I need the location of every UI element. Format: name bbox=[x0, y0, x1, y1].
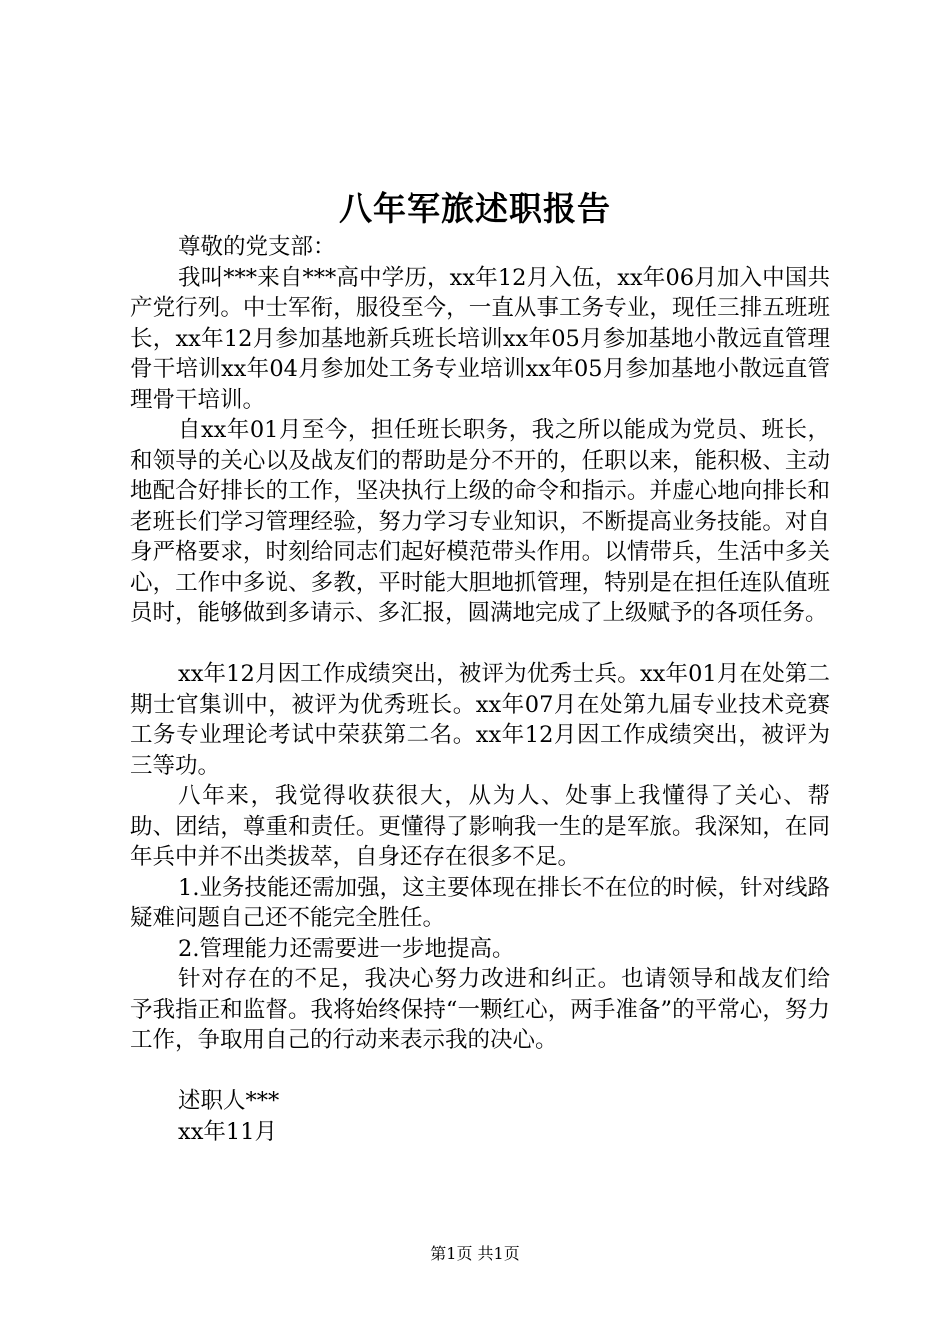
salutation: 尊敬的党支部： bbox=[178, 234, 336, 260]
page-number: 第1页 共1页 bbox=[430, 1244, 520, 1263]
paragraph-gap bbox=[130, 629, 830, 660]
document-title: 八年军旅述职报告 bbox=[339, 189, 611, 228]
paragraph-duties: 自xx年01月至今，担任班长职务，我之所以能成为党员、班长，和领导的关心以及战友们的帮助是分不开的，任职以来，能积极、主动地配合好排长的工作，坚决执行上级的命令和指示。并虚心地向排长和老班长们学习管理经验，努力学习专业知识，不断提高业务技能。对自身严格要求，时刻给同志们起好模范带头作用。以情带兵，生活中多关心，工作中多说、多教，平时能大胆地抓管理，特别是在担任连队值班员时，能够做到多请示、多汇报，圆满地完成了上级赋予的各项任务。 bbox=[130, 417, 830, 626]
paragraph-gap bbox=[130, 1056, 830, 1087]
paragraph-awards: xx年12月因工作成绩突出，被评为优秀士兵。xx年01月在处第二期士官集训中，被评为优秀班长。xx年07月在处第九届专业技术竞赛工务专业理论考试中荣获第二名。xx年12月因工作成绩突出，被评为三等功。 bbox=[130, 661, 830, 779]
signature: 述职人*** bbox=[178, 1088, 280, 1114]
list-item-2: 2.管理能力还需要进一步地提高。 bbox=[178, 935, 515, 962]
list-item-1: 1.业务技能还需加强，这主要体现在排长不在位的时候，针对线路疑难问题自己还不能完全胜任。 bbox=[130, 874, 830, 931]
signature-date: xx年11月 bbox=[178, 1118, 278, 1145]
paragraph-intro: 我叫***来自***高中学历，xx年12月入伍，xx年06月加入中国共产党行列。中士军衔，服役至今，一直从事工务专业，现任三排五班班长，xx年12月参加基地新兵班长培训xx年05月参加基地小散远直管理骨干培训xx年04月参加处工务专业培训xx年05月参加基地小散远直管理骨干培训。 bbox=[130, 264, 830, 413]
paragraph-reflection: 八年来，我觉得收获很大，从为人、处事上我懂得了关心、帮助、团结，尊重和责任。更懂得了影响我一生的是军旅。我深知，在同年兵中并不出类拔萃，自身还存在很多不足。 bbox=[130, 783, 830, 870]
document-body bbox=[130, 232, 830, 1147]
paragraph-conclusion: 针对存在的不足，我决心努力改进和纠正。也请领导和战友们给予我指正和监督。我将始终保持“一颗红心，两手准备”的平常心，努力工作，争取用自己的行动来表示我的决心。 bbox=[130, 966, 830, 1053]
